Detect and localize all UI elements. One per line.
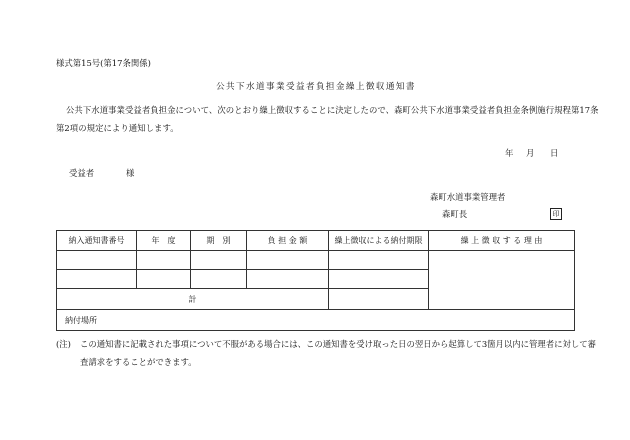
cell-notice-number bbox=[57, 270, 137, 289]
cell-advance-due-date bbox=[329, 251, 429, 270]
recipient-honorific: 様 bbox=[126, 168, 135, 178]
table-row bbox=[57, 251, 575, 270]
date-day-label: 日 bbox=[550, 148, 559, 158]
cell-fiscal-year bbox=[137, 251, 191, 270]
cell-charge-amount bbox=[247, 251, 329, 270]
cell-fiscal-year bbox=[137, 270, 191, 289]
header-charge-amount: 負 担 金 額 bbox=[247, 231, 329, 251]
date-month-label: 月 bbox=[526, 148, 535, 158]
total-label: 計 bbox=[57, 289, 329, 310]
header-reason: 繰 上 徴 収 す る 理 由 bbox=[429, 231, 575, 251]
cell-advance-due-date bbox=[329, 270, 429, 289]
header-period: 期 別 bbox=[191, 231, 247, 251]
issuer-organization: 森町水道事業管理者 bbox=[430, 192, 506, 202]
note-line-1: この通知書に記載された事項について不服がある場合には、この通知書を受け取った日の翌日から起算して3箇月以内に管理者に対して審 bbox=[80, 339, 597, 349]
document-title: 公共下水道事業受益者負担金繰上徴収通知書 bbox=[216, 82, 416, 92]
seal-mark: 印 bbox=[550, 208, 562, 220]
header-fiscal-year: 年 度 bbox=[137, 231, 191, 251]
form-number: 様式第15号(第17条関係) bbox=[56, 58, 151, 68]
cell-period bbox=[191, 251, 247, 270]
cell-notice-number bbox=[57, 251, 137, 270]
cell-period bbox=[191, 270, 247, 289]
note-line-2: 査請求をすることができます。 bbox=[80, 357, 197, 367]
date-year-label: 年 bbox=[505, 148, 514, 158]
header-advance-due-date: 繰上徴収による納付期限 bbox=[329, 231, 429, 251]
cell-charge-amount bbox=[247, 270, 329, 289]
recipient-label: 受益者 bbox=[69, 168, 95, 178]
payment-place-row bbox=[57, 310, 575, 331]
header-notice-number: 納入通知書番号 bbox=[57, 231, 137, 251]
cell-reason bbox=[429, 251, 575, 310]
table-header-row bbox=[57, 231, 575, 251]
body-line-2: 第2項の規定により通知します。 bbox=[56, 123, 179, 133]
issuer-title: 森町長 bbox=[442, 209, 468, 219]
payment-place-label: 納付場所 bbox=[57, 310, 575, 331]
note-mark: (注) bbox=[56, 339, 71, 349]
body-line-1: 公共下水道事業受益者負担金について、次のとおり繰上徴収することに決定したので、森町公共下水道事業受益者負担金条例施行規程第17条 bbox=[66, 105, 599, 115]
cell-total-due-date bbox=[329, 289, 429, 310]
notice-table bbox=[56, 230, 575, 331]
